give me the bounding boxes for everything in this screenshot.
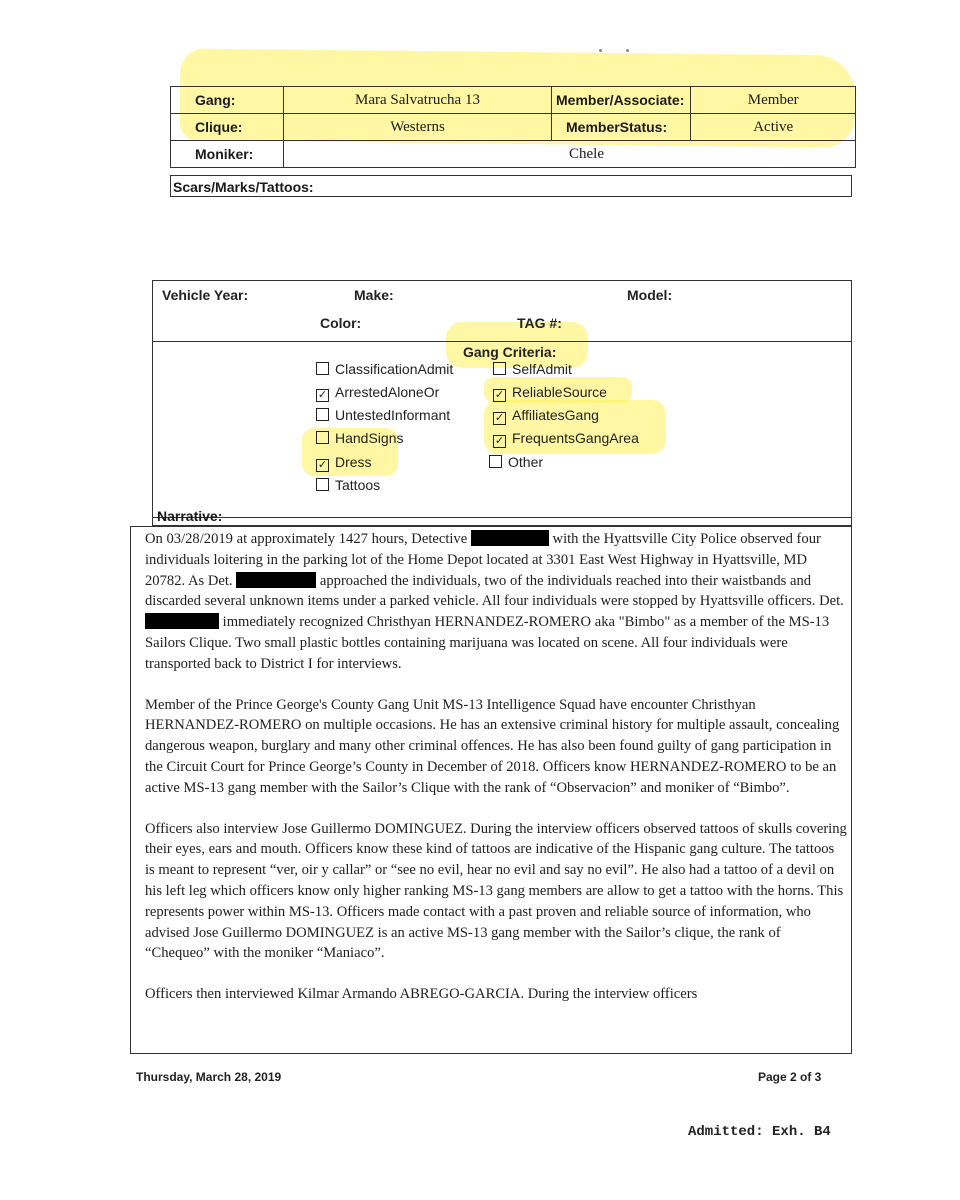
redaction-bar — [145, 613, 219, 629]
model-label: Model: — [627, 287, 673, 303]
vehicle-year-label: Vehicle Year: — [162, 287, 249, 303]
scars-marks-tattoos-label: Scars/Marks/Tattoos: — [170, 175, 852, 197]
criterion-label: Other — [508, 454, 544, 470]
criterion-label: SelfAdmit — [512, 361, 572, 377]
criterion-classification-admit[interactable] — [316, 361, 453, 377]
clique-row — [171, 114, 856, 141]
clique-label: Clique: — [171, 114, 284, 141]
checkbox-unchecked-icon[interactable] — [493, 362, 506, 375]
clique-value: Westerns — [284, 114, 552, 141]
tag-label: TAG #: — [517, 315, 562, 331]
gang-row — [171, 87, 856, 114]
footer-date: Thursday, March 28, 2019 — [136, 1070, 282, 1084]
narrative-text: approached the individuals, two of the individuals reached into their waistbands and discarded several unknown items under a parked vehicle. All four individuals were stopped by Hyattsville officers. Det. — [145, 572, 844, 610]
gang-criteria-title: Gang Criteria: — [463, 344, 557, 360]
gang-label: Gang: — [171, 87, 284, 114]
vehicle-divider — [153, 341, 851, 342]
checkbox-unchecked-icon[interactable] — [316, 478, 329, 491]
checkbox-unchecked-icon[interactable] — [316, 408, 329, 421]
criterion-hand-signs[interactable] — [316, 430, 404, 446]
checkbox-checked-icon[interactable]: ✓ — [317, 458, 328, 471]
criterion-label: HandSigns — [335, 430, 404, 446]
criterion-arrested-alone-or[interactable] — [316, 384, 439, 402]
criterion-other[interactable] — [489, 454, 543, 470]
checkbox-checked-icon[interactable]: ✓ — [494, 388, 505, 401]
narrative-label: Narrative: — [152, 507, 852, 526]
exhibit-stamp: Admitted: Exh. B4 — [688, 1124, 831, 1140]
make-label: Make: — [354, 287, 394, 303]
criterion-label: AffiliatesGang — [512, 407, 599, 423]
moniker-value: Chele — [284, 141, 856, 168]
moniker-row — [171, 141, 856, 168]
checkbox-checked-icon[interactable]: ✓ — [494, 434, 505, 447]
criterion-frequents-gang-area[interactable] — [493, 430, 639, 448]
checkbox-checked-icon[interactable]: ✓ — [494, 411, 505, 424]
narrative-paragraph-1 — [145, 529, 847, 675]
criterion-label: Dress — [335, 454, 372, 470]
gang-info-table — [170, 86, 856, 168]
scan-speck — [599, 49, 602, 52]
narrative-body — [130, 526, 852, 1054]
narrative-text: immediately recognized Christhyan HERNANDEZ-ROMERO aka "Bimbo" as a member of the MS-13 Sailors Clique. Two small plastic bottles containing marijuana was located on scene. All four individuals were transported back to District I for interviews. — [145, 614, 830, 672]
gang-value: Mara Salvatrucha 13 — [284, 87, 552, 114]
redaction-bar — [471, 530, 549, 546]
criterion-dress[interactable] — [316, 454, 372, 472]
member-associate-label: Member/Associate: — [552, 87, 691, 114]
narrative-paragraph-3: Officers also interview Jose Guillermo DOMINGUEZ. During the interview officers observed tattoos of skulls covering their eyes, ears and mouth. Officers know these kind of tattoos are indicative of the Hispanic gang culture. The tattoos is meant to represent “ver, oir y callar” or “see no evil, hear no evil and say no evil”. He also had a tattoo of a devil on his left leg which officers know only higher ranking MS-13 gang members are allow to get a tattoo with the horns. This represents power within MS-13. Officers made contact with a past proven and reliable source of information, who advised Jose Guillermo DOMINGUEZ is an active MS-13 gang member with the Sailor’s clique, the rank of “Chequeo” with the moniker “Maniaco”. — [145, 820, 847, 962]
color-label: Color: — [320, 315, 362, 331]
criterion-label: ArrestedAloneOr — [335, 384, 440, 400]
criterion-self-admit[interactable] — [493, 361, 572, 377]
checkbox-unchecked-icon[interactable] — [489, 455, 502, 468]
footer-page-number: Page 2 of 3 — [758, 1070, 822, 1084]
criterion-untested-informant[interactable] — [316, 407, 450, 423]
criterion-label: Tattoos — [335, 477, 381, 493]
member-associate-value: Member — [691, 87, 856, 114]
scan-speck — [626, 49, 629, 52]
narrative-paragraph-4: Officers then interviewed Kilmar Armando ABREGO-GARCIA. During the interview officers — [145, 986, 698, 1003]
narrative-paragraph-2: Member of the Prince George's County Gang Unit MS-13 Intelligence Squad have encounter Christhyan HERNANDEZ-ROMERO on multiple occasions. He has an extensive criminal history for multiple assault, concealing dangerous weapon, burglary and many other criminal offences. He has also been found guilty of gang participation in the Circuit Court for Prince George’s County in December of 2018. Officers know HERNANDEZ-ROMERO to be an active MS-13 gang member with the Sailor’s Clique with the rank of “Observacion” and moniker of “Bimbo”. — [145, 696, 840, 796]
criterion-label: ClassificationAdmit — [335, 361, 454, 377]
member-status-label: MemberStatus: — [552, 114, 691, 141]
criterion-affiliates-gang[interactable] — [493, 407, 599, 425]
criterion-tattoos[interactable] — [316, 477, 380, 493]
redaction-bar — [236, 572, 316, 588]
checkbox-unchecked-icon[interactable] — [316, 362, 329, 375]
criterion-label: ReliableSource — [512, 384, 607, 400]
criterion-label: FrequentsGangArea — [512, 430, 639, 446]
criterion-reliable-source[interactable] — [493, 384, 607, 402]
criterion-label: UntestedInformant — [335, 407, 451, 423]
moniker-label: Moniker: — [171, 141, 284, 168]
checkbox-unchecked-icon[interactable] — [316, 431, 329, 444]
checkbox-checked-icon[interactable]: ✓ — [317, 388, 328, 401]
narrative-text: On 03/28/2019 at approximately 1427 hours, Detective — [145, 531, 468, 547]
narrative-text: with the Hyattsville City Police observed four individuals loitering in the parking lot of the Home Depot located at 3301 East West Highway in Hyattsville, MD 20782. As Det. — [145, 531, 821, 589]
member-status-value: Active — [691, 114, 856, 141]
